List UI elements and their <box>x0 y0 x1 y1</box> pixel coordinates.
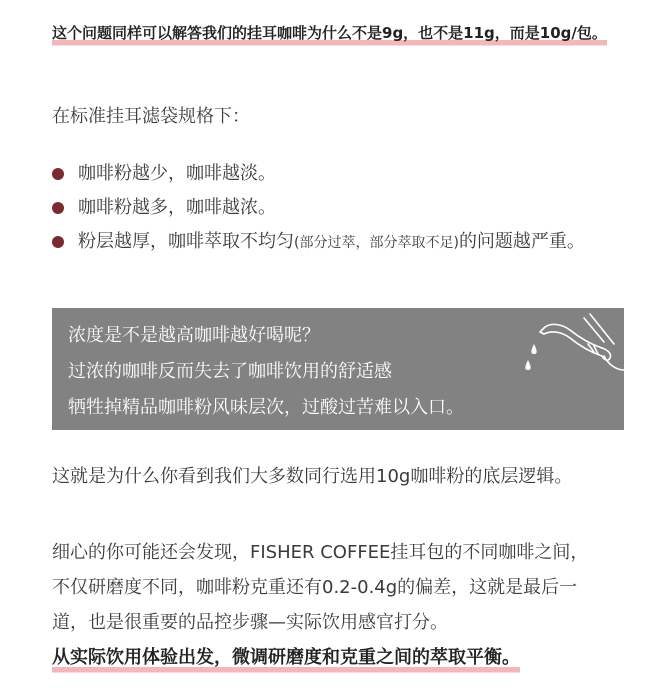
bullet-text: 粉层越厚，咖啡萃取不均匀 <box>78 231 294 252</box>
detail-paragraph <box>52 535 588 640</box>
bottom-highlight-text: 从实际饮用体验出发，微调研磨度和克重之间的萃取平衡。 <box>52 643 520 673</box>
detail-line: 不仅研磨度不同，咖啡粉克重还有0.2-0.4g的偏差，这就是最后一 <box>52 577 578 598</box>
bullet-list <box>52 157 585 260</box>
top-highlight-text: 这个问题同样可以解答我们的挂耳咖啡为什么不是9g，也不是11g，而是10g/包。 <box>52 20 607 46</box>
callout-question: 浓度是不是越高咖啡越好喝呢？ <box>68 325 320 346</box>
callout-line: 牺牲掉精品咖啡粉风味层次，过酸过苦难以入口。 <box>68 397 464 418</box>
bullet-text: 咖啡粉越少，咖啡越淡。 <box>78 163 276 184</box>
bullet-note: (部分过萃，部分萃取不足) <box>294 235 459 251</box>
bullet-text: 咖啡粉越多，咖啡越浓。 <box>78 197 276 218</box>
intro-text: 在标准挂耳滤袋规格下： <box>52 106 250 127</box>
callout-box <box>52 308 624 430</box>
logic-text: 这就是为什么你看到我们大多数同行选用10g咖啡粉的底层逻辑。 <box>52 466 573 487</box>
callout-line: 过浓的咖啡反而失去了咖啡饮用的舒适感 <box>68 361 392 382</box>
detail-line: 道，也是很重要的品控步骤—实际饮用感官打分。 <box>52 612 448 633</box>
bullet-tail: 的问题越严重。 <box>458 231 585 252</box>
list-item <box>52 191 585 225</box>
bullet-dot-icon <box>52 168 64 180</box>
list-item <box>52 225 585 260</box>
pour-over-kettle-icon <box>504 308 624 430</box>
detail-line: 细心的你可能还会发现，FISHER COFFEE挂耳包的不同咖啡之间， <box>52 542 589 563</box>
list-item <box>52 157 585 191</box>
bullet-dot-icon <box>52 202 64 214</box>
bullet-dot-icon <box>52 236 64 248</box>
